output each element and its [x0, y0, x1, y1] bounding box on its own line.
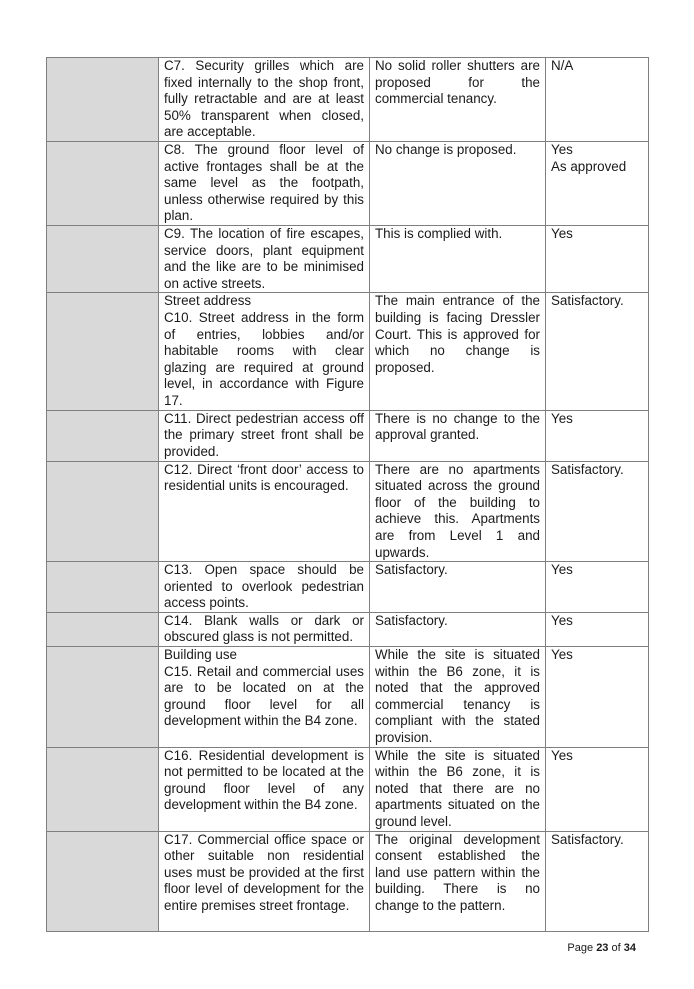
shaded-cell [47, 410, 159, 461]
shaded-cell [47, 142, 159, 226]
status-cell: Yes [546, 747, 649, 831]
shaded-cell [47, 831, 159, 931]
shaded-cell [47, 293, 159, 410]
page-footer [567, 942, 636, 954]
shaded-cell [47, 58, 159, 142]
page-of: of [611, 942, 621, 954]
control-cell: Street address C10. Street address in the form of entries, lobbies and/or habitable rooms with clear glazing are required at ground level, in accordance with Figure 17. [159, 293, 370, 410]
shaded-cell [47, 461, 159, 562]
control-cell: C12. Direct ‘front door’ access to residential units is encouraged. [159, 461, 370, 562]
status-cell: Yes [546, 562, 649, 613]
table-row [47, 747, 649, 831]
page-label: Page [567, 942, 594, 954]
table-row [47, 562, 649, 613]
table-row [47, 58, 649, 142]
comment-cell: The main entrance of the building is facing Dressler Court. This is approved for which no change is proposed. [370, 293, 546, 410]
table-row [47, 461, 649, 562]
comment-cell: There is no change to the approval granted. [370, 410, 546, 461]
shaded-cell [47, 747, 159, 831]
control-cell: C9. The location of fire escapes, service doors, plant equipment and the like are to be minimised on active streets. [159, 226, 370, 293]
comment-cell: No solid roller shutters are proposed for the commercial tenancy. [370, 58, 546, 142]
status-cell: Satisfactory. [546, 831, 649, 931]
table-row [47, 142, 649, 226]
status-cell: Yes As approved [546, 142, 649, 226]
control-cell: Building use C15. Retail and commercial uses are to be located on at the ground floor level for all development within the B4 zone. [159, 647, 370, 748]
comment-cell: The original development consent established the land use pattern within the building. There is no change to the pattern. [370, 831, 546, 931]
table-row [47, 612, 649, 646]
shaded-cell [47, 612, 159, 646]
table-row [47, 226, 649, 293]
comment-cell: While the site is situated within the B6 zone, it is noted that the approved commercial tenancy is compliant with the stated provision. [370, 647, 546, 748]
control-cell: C14. Blank walls or dark or obscured glass is not permitted. [159, 612, 370, 646]
status-cell: N/A [546, 58, 649, 142]
status-cell: Yes [546, 612, 649, 646]
page-current: 23 [596, 942, 609, 954]
control-cell: C16. Residential development is not permitted to be located at the ground floor level of any development within the B4 zone. [159, 747, 370, 831]
table-row [47, 831, 649, 931]
comment-cell: Satisfactory. [370, 562, 546, 613]
table-row [47, 410, 649, 461]
control-cell: C8. The ground floor level of active frontages shall be at the same level as the footpath, unless otherwise required by this plan. [159, 142, 370, 226]
control-cell: C13. Open space should be oriented to overlook pedestrian access points. [159, 562, 370, 613]
comment-cell: This is complied with. [370, 226, 546, 293]
compliance-table [46, 57, 649, 932]
comment-cell: Satisfactory. [370, 612, 546, 646]
status-cell: Yes [546, 226, 649, 293]
control-cell: C7. Security grilles which are fixed internally to the shop front, fully retractable and are at least 50% transparent when closed, are acceptable. [159, 58, 370, 142]
shaded-cell [47, 647, 159, 748]
comment-cell: No change is proposed. [370, 142, 546, 226]
control-cell: C17. Commercial office space or other suitable non residential uses must be provided at the first floor level of development for the entire premises street frontage. [159, 831, 370, 931]
table-row [47, 293, 649, 410]
status-cell: Yes [546, 647, 649, 748]
status-cell: Satisfactory. [546, 293, 649, 410]
comment-cell: While the site is situated within the B6 zone, it is noted that there are no apartments situated on the ground level. [370, 747, 546, 831]
control-cell: C11. Direct pedestrian access off the primary street front shall be provided. [159, 410, 370, 461]
status-cell: Yes [546, 410, 649, 461]
page-total: 34 [623, 942, 636, 954]
shaded-cell [47, 562, 159, 613]
table-row [47, 647, 649, 748]
comment-cell: There are no apartments situated across the ground floor of the building to achieve this. Apartments are from Level 1 and upwards. [370, 461, 546, 562]
shaded-cell [47, 226, 159, 293]
status-cell: Satisfactory. [546, 461, 649, 562]
